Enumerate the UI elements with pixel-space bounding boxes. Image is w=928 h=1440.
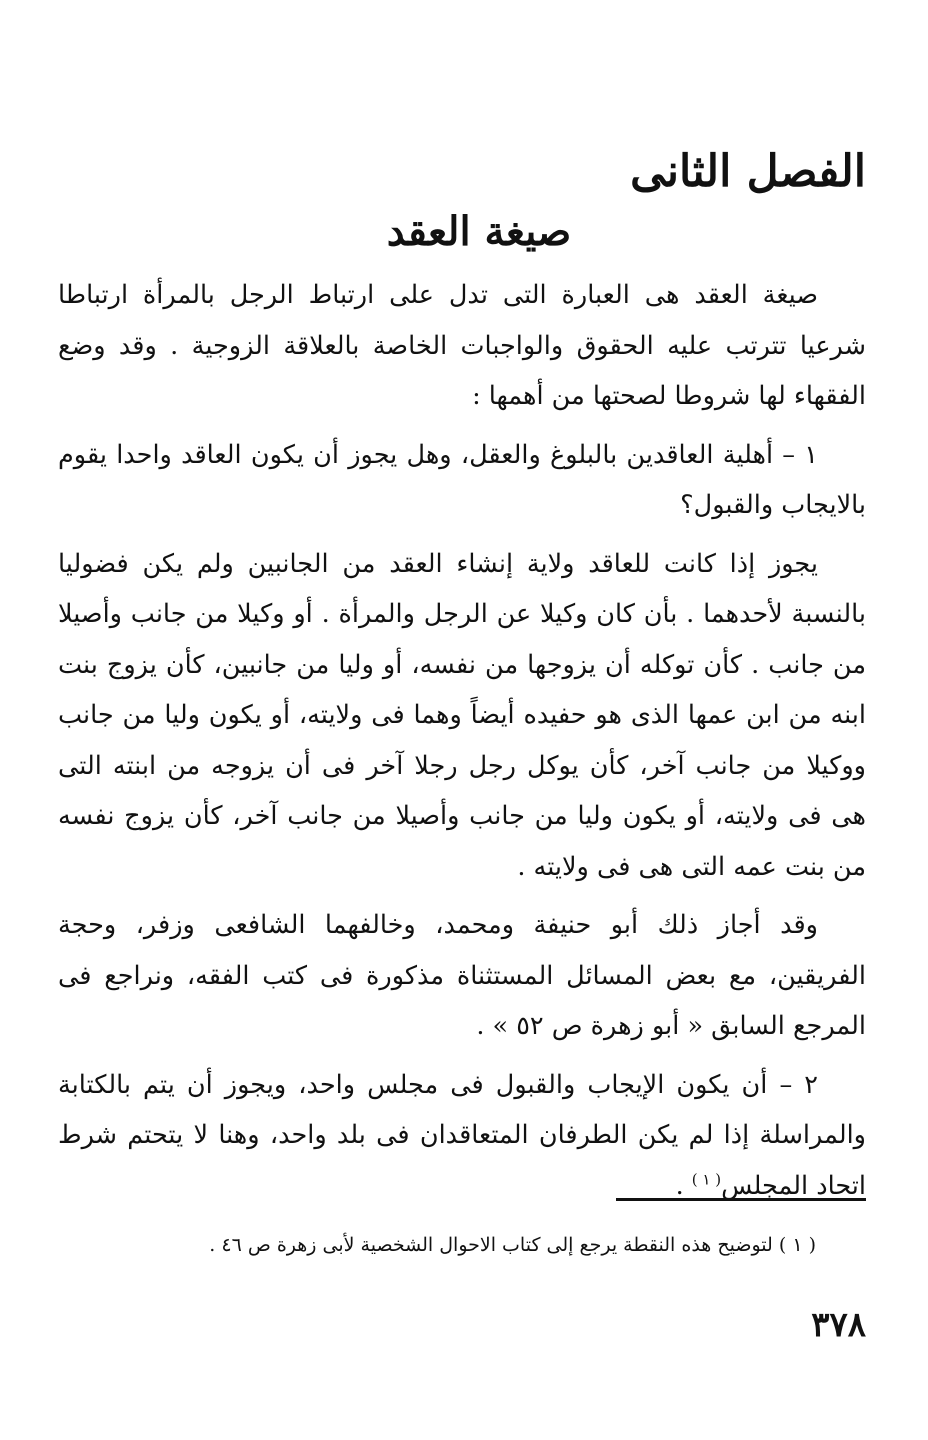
condition-2-text: ٢ – أن يكون الإيجاب والقبول فى مجلس واحد، ويجوز أن يتم بالكتابة والمراسلة إذا لم يكن الطرفان المتعاقدان فى بلد واحد، وهنا لا يتحتم شرط اتحاد المجلس [58,1069,866,1201]
footnote: ( ١ ) لتوضيح هذه النقطة يرجع إلى كتاب الاحوال الشخصية لأبى زهرة ص ٤٦ . [209,1234,816,1256]
condition-2-end: . [675,1170,692,1201]
footnote-reference: ( ١ ) [691,1170,722,1188]
page-number: ٣٧٨ [811,1305,866,1345]
main-text [58,270,866,1219]
opinions-paragraph: وقد أجاز ذلك أبو حنيفة ومحمد، وخالفهما الشافعى وزفر، وحجة الفريقين، مع بعض المسائل المستثناة مذكورة فى كتب الفقه، ونراجع فى المرجع السابق « أبو زهرة ص ٥٢ » . [58,910,866,1041]
chapter-title: الفصل الثانى [630,146,866,197]
intro-paragraph: صيغة العقد هى العبارة التى تدل على ارتباط الرجل بالمرأة ارتباطا شرعيا تترتب عليه الحقوق والواجبات الخاصة بالعلاقة الزوجية . وقد وضع الفقهاء لها شروطا لصحتها من أهمها : [58,280,866,411]
section-title: صيغة العقد [386,208,572,255]
condition-2-paragraph [58,1060,866,1212]
condition-1-paragraph: ١ – أهلية العاقدين بالبلوغ والعقل، وهل يجوز أن يكون العاقد واحدا يقوم بالايجاب والقبول؟ [58,439,866,520]
footnote-divider [616,1198,866,1201]
condition-1-detail-paragraph: يجوز إذا كانت للعاقد ولاية إنشاء العقد من الجانبين ولم يكن فضوليا بالنسبة لأحدهما . بأن كان وكيلا عن الرجل والمرأة . أو وكيلا من جانب وأصيلا من جانب . كأن توكله أن يزوجها من نفسه، أو وليا من جانبين، كأن يزوج بنت ابنه من ابن عمها الذى هو حفيده أيضاً وهما فى ولايته، أو يكون وليا من جانب ووكيلا من جانب آخر، كأن يوكل رجل رجلا آخر فى أن يزوجه من ابنته التى هى فى ولايته، أو يكون وليا من جانب وأصيلا من جانب آخر، كأن يزوج نفسه من بنت عمه التى هى فى ولايته . [58,548,866,882]
